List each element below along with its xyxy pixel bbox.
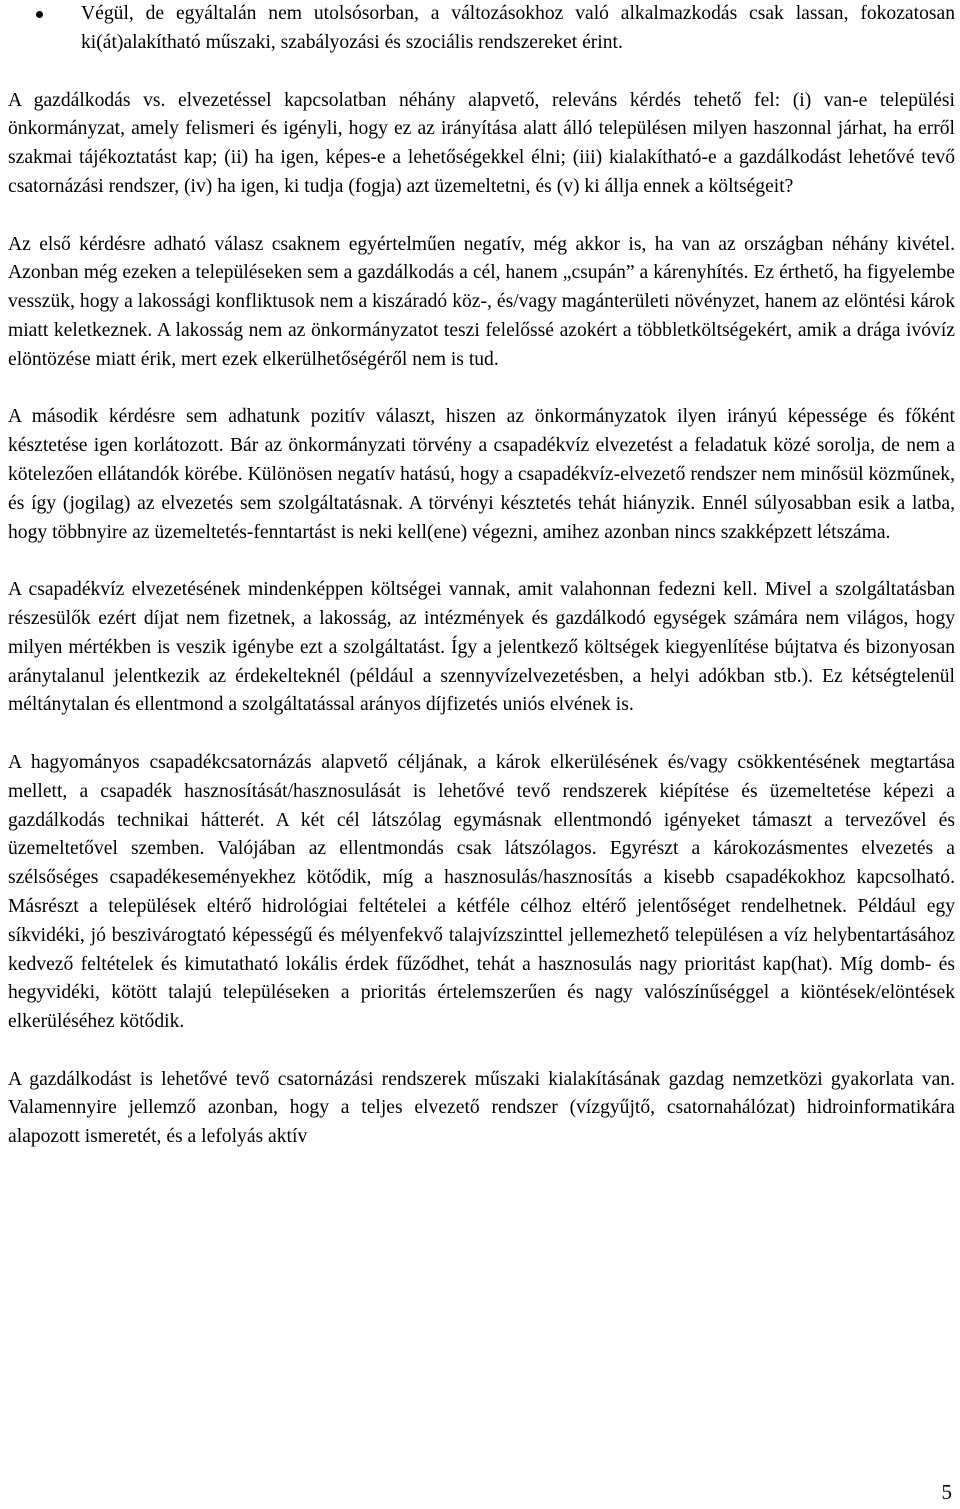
bullet-list-item (8, 0, 955, 58)
bullet-text: Végül, de egyáltalán nem utolsósorban, a változásokhoz való alkalmazkodás csak lassan, fokozatosan ki(át)alakítható műszaki, szabályozási és szociális rendszereket érint. (81, 3, 955, 53)
paragraph-first-answer: Az első kérdésre adható válasz csaknem egyértelműen negatív, még akkor is, ha van az országban néhány kivétel. Azonban még ezeken a településeken sem a gazdálkodás a cél, hanem „csupán” a kárenyhítés. Ez érthető, ha figyelembe vesszük, hogy a lakossági konfliktusok nem a kiszáradó köz-, és/vagy magánterületi növényzet, hanem az elöntési károk miatt keletkeznek. A lakosság nem az önkormányzatot teszi felelőssé azokért a többletköltségekért, amik a drága ivóvíz elöntözése miatt érik, mert ezek elkerülhetőségéről nem is tud. (8, 233, 955, 370)
document-page (8, 0, 955, 1181)
paragraph-traditional-drainage: A hagyományos csapadékcsatornázás alapvető céljának, a károk elkerülésének és/vagy csökkentésének megtartása mellett, a csapadék hasznosítását/hasznosulását is lehetővé tevő rendszerek kiépítése és üzemeltetése képezi a gazdálkodás technikai hátterét. A két cél látszólag egymásnak ellentmondó igényeket támaszt a tervezővel és üzemeltetővel szemben. Valójában az ellentmondás csak látszólagos. Egyrészt a károkozásmentes elvezetés a szélsőséges csapadékeseményekhez kötődik, míg a hasznosulás/hasznosítás a kisebb csapadékokhoz kapcsolható. Másrészt a települések eltérő hidrológiai feltételei a kétféle célhoz eltérő jelentőséget rendelhetnek. Például egy síkvidéki, jó beszivárogtató képességű és mélyenfekvő talajvízszinttel jellemezhető településen a víz helybentartásához kedvező feltételek és kimutatható lokális érdek fűződhet, tehát a hasznosulás nagy prioritást kap(hat). Míg domb- és hegyvidéki, kötött talajú településeken a prioritás értelemszerűen és nagy valószínűséggel a kiöntések/elöntések elkerüléséhez kötődik. (8, 751, 955, 1033)
paragraph-second-answer: A második kérdésre sem adhatunk pozitív választ, hiszen az önkormányzatok ilyen irányú képessége és főként késztetése igen korlátozott. Bár az önkormányzati törvény a csapadékvíz elvezetést a feladatuk közé sorolja, de nem a kötelezően ellátandók körébe. Különösen negatív hatású, hogy a csapadékvíz-elvezető rendszer nem minősül közműnek, és így (jogilag) az elvezetés sem szolgáltatásnak. A törvényi késztetés tehát hiányzik. Ennél súlyosabban esik a latba, hogy többnyire az üzemeltetés-fenntartást is neki kell(ene) végezni, amihez azonban nincs szakképzett létszáma. (8, 406, 955, 543)
paragraph-questions: A gazdálkodás vs. elvezetéssel kapcsolatban néhány alapvető, releváns kérdés tehető fel: (i) van-e települési önkormányzat, amely felismeri és igényli, hogy ez az irányítása alatt álló településen milyen haszonnal járhat, ha erről szakmai tájékoztatást kap; (ii) ha igen, képes-e a lehetőségekkel élni; (iii) kialakítható-e a gazdálkodást lehetővé tevő csatornázási rendszer, (iv) ha igen, ki tudja (fogja) azt üzemeltetni, és (v) ki állja ennek a költségeit? (8, 89, 955, 197)
paragraph-international-practice: A gazdálkodást is lehetővé tevő csatornázási rendszerek műszaki kialakításának gazdag nemzetközi gyakorlata van. Valamennyire jellemző azonban, hogy a teljes elvezető rendszer (vízgyűjtő, csatornahálózat) hidroinformatikára alapozott ismeretét, és a lefolyás aktív (8, 1068, 955, 1148)
page-number: 5 (941, 1480, 952, 1504)
bullet-icon (36, 11, 43, 18)
paragraph-costs: A csapadékvíz elvezetésének mindenképpen költségei vannak, amit valahonnan fedezni kell. Mivel a szolgáltatásban részesülők ezért díjat nem fizetnek, a lakosság, az intézmények és gazdálkodó egységek számára nem világos, hogy milyen mértékben is veszik igénybe ezt a szolgáltatást. Így a jelentkező költségek kiegyenlítése bújtatva és bizonyosan aránytalanul jelentkezik az érdekelteknél (például a szennyvízelvezetésben, a helyi adókban stb.). Ez kétségtelenül méltánytalan és ellentmond a szolgáltatással arányos díjfizetés uniós elvének is. (8, 579, 955, 716)
